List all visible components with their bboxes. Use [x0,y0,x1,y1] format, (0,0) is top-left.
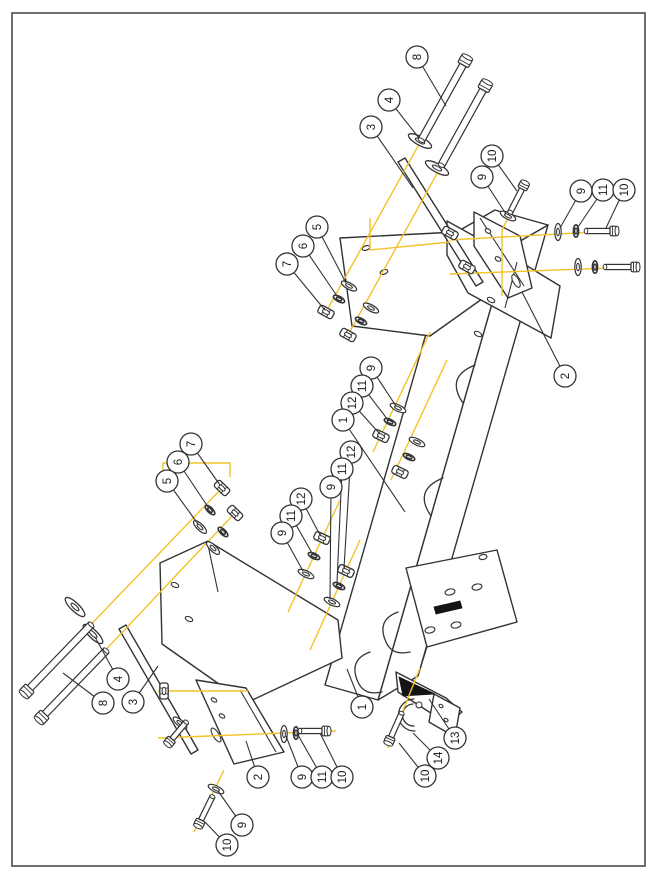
callout-number: 5 [162,477,174,485]
callout-number: 11 [357,380,369,392]
callout-number: 12 [296,492,308,506]
callout-number: 5 [312,223,324,231]
callout-number: 1 [357,703,369,711]
callout-number: 11 [337,463,349,475]
washer [281,726,287,743]
callout-number: 10 [420,769,432,783]
callout-balloon-4 [378,89,400,111]
callout-balloon-3 [360,116,382,138]
callout-balloon-8 [92,692,114,714]
callout-balloon-8 [406,46,428,68]
callout-number: 12 [346,445,358,459]
callout-balloon-5 [306,216,328,238]
callout-balloon-9 [291,766,313,788]
callout-balloon-9 [471,166,493,188]
callout-number: 10 [337,770,349,784]
callout-number: 2 [560,372,572,380]
callout-balloon-6 [292,235,314,257]
callout-balloon-9 [570,180,592,202]
callout-number: 10 [487,149,499,163]
washer [555,224,561,241]
callout-number: 7 [282,260,294,268]
lock-washer [592,261,597,273]
callout-balloon-13 [444,727,466,749]
callout-number: 3 [128,698,140,706]
callout-balloon-3 [122,691,144,713]
callout-number: 9 [576,187,588,195]
callout-number: 10 [222,838,234,852]
callout-number: 8 [98,699,110,707]
callout-balloon-10 [216,834,238,856]
callout-number: 9 [237,821,249,829]
callout-balloon-4 [107,668,129,690]
callout-number: 13 [450,731,462,745]
callout-number: 1 [338,416,350,424]
callout-balloon-6 [167,451,189,473]
hex-nut [160,683,168,699]
callout-number: 6 [173,458,185,466]
callout-number: 9 [366,364,378,372]
callout-balloon-11 [592,179,614,201]
callout-balloon-10 [414,765,436,787]
callout-number: 11 [317,771,329,783]
callout-balloon-9 [231,814,253,836]
callout-balloon-10 [613,179,635,201]
callout-number: 9 [277,529,289,537]
washer [575,259,581,276]
callout-balloon-9 [320,476,342,498]
callout-number: 11 [598,184,610,196]
callout-number: 8 [412,53,424,61]
plate-hole [416,702,422,708]
callout-balloon-2 [554,365,576,387]
callout-number: 9 [297,773,309,781]
callout-number: 9 [477,173,489,181]
callout-number: 11 [286,510,298,522]
callout-balloon-2 [247,766,269,788]
callout-balloon-1 [351,696,373,718]
callout-balloon-9 [271,522,293,544]
callout-number: 14 [433,751,445,765]
callout-number: 3 [366,123,378,131]
callout-balloon-10 [481,145,503,167]
callout-number: 6 [298,242,310,250]
callout-number: 2 [253,773,265,781]
callout-balloon-11 [311,766,333,788]
callout-balloon-7 [276,253,298,275]
callout-number: 12 [347,396,359,410]
callout-number: 4 [113,675,125,683]
callout-balloon-10 [331,766,353,788]
callout-number: 4 [384,96,396,104]
lock-washer [293,727,298,739]
callout-balloon-5 [156,470,178,492]
callout-number: 7 [186,440,198,448]
callout-number: 9 [326,483,338,491]
callout-balloon-1 [332,409,354,431]
callout-number: 10 [619,183,631,197]
